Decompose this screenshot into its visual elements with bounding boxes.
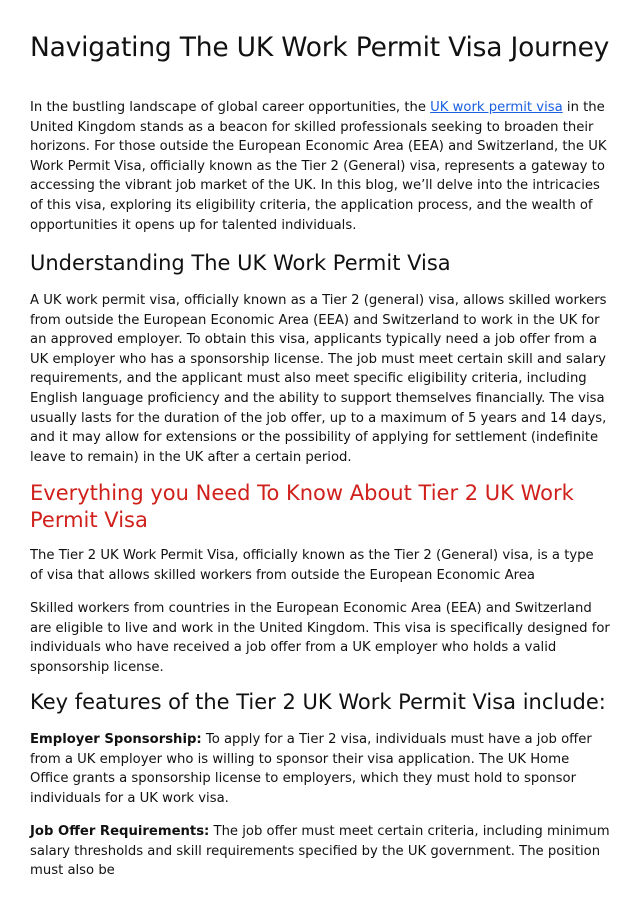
feature-text: The job offer must meet certain criteria, including minimum salary thresholds and skill requirements specified by the UK government. The position must also be	[30, 824, 610, 879]
intro-text-start: In the bustling landscape of global career opportunities, the	[30, 100, 431, 115]
section-heading-tier2: Everything you Need To Know About Tier 2 UK Work Permit Visa	[30, 481, 574, 532]
section-heading-understanding: Understanding The UK Work Permit Visa	[30, 251, 451, 275]
feature-job-offer-requirements	[30, 822, 610, 881]
understanding-paragraph: A UK work permit visa, officially known as a Tier 2 (general) visa, allows skilled workers from outside the European Economic Area (EEA) and Switzerland to work in the UK for an approved employer. To obtain this visa, applicants typically need a job offer from a UK employer who has a sponsorship license. The job must meet certain skill and salary requirements, and the applicant must also meet specific eligibility criteria, including English language proficiency and the ability to support themselves financially. The visa usually lasts for the duration of the job offer, up to a maximum of 5 years and 14 days, and it may allow for extensions or the possibility of applying for settlement (indefinite leave to remain) in the UK after a certain period.	[30, 293, 607, 465]
feature-employer-sponsorship	[30, 730, 610, 808]
page-title: Navigating The UK Work Permit Visa Journey	[30, 32, 610, 63]
uk-work-permit-visa-link[interactable]: UK work permit visa	[430, 100, 563, 115]
tier2-paragraph-1: The Tier 2 UK Work Permit Visa, officially known as the Tier 2 (General) visa, is a type of visa that allows skilled workers from outside the European Economic Area	[30, 548, 594, 583]
tier2-paragraph-2: Skilled workers from countries in the European Economic Area (EEA) and Switzerland are eligible to live and work in the United Kingdom. This visa is specifically designed for individuals who have received a job offer from a UK employer who holds a valid sponsorship license.	[30, 601, 610, 675]
intro-text-end: in the United Kingdom stands as a beacon for skilled professionals seeking to broaden their horizons. For those outside the European Economic Area (EEA) and Switzerland, the UK Work Permit Visa, officially known as the Tier 2 (General) visa, represents a gateway to accessing the vibrant job market of the UK. In this blog, we’ll delve into the intricacies of this visa, exploring its eligibility criteria, the application process, and the wealth of opportunities it opens up for talented individuals.	[30, 100, 607, 233]
intro-paragraph	[30, 98, 610, 235]
feature-label: Job Offer Requirements:	[30, 824, 210, 839]
feature-label: Employer Sponsorship:	[30, 732, 202, 747]
feature-text: To apply for a Tier 2 visa, individuals must have a job offer from a UK employer who is willing to sponsor their visa application. The UK Home Office grants a sponsorship license to employers, which they must hold to sponsor individuals for a UK work visa.	[30, 732, 592, 806]
section-heading-key-features: Key features of the Tier 2 UK Work Permit Visa include:	[30, 690, 606, 714]
